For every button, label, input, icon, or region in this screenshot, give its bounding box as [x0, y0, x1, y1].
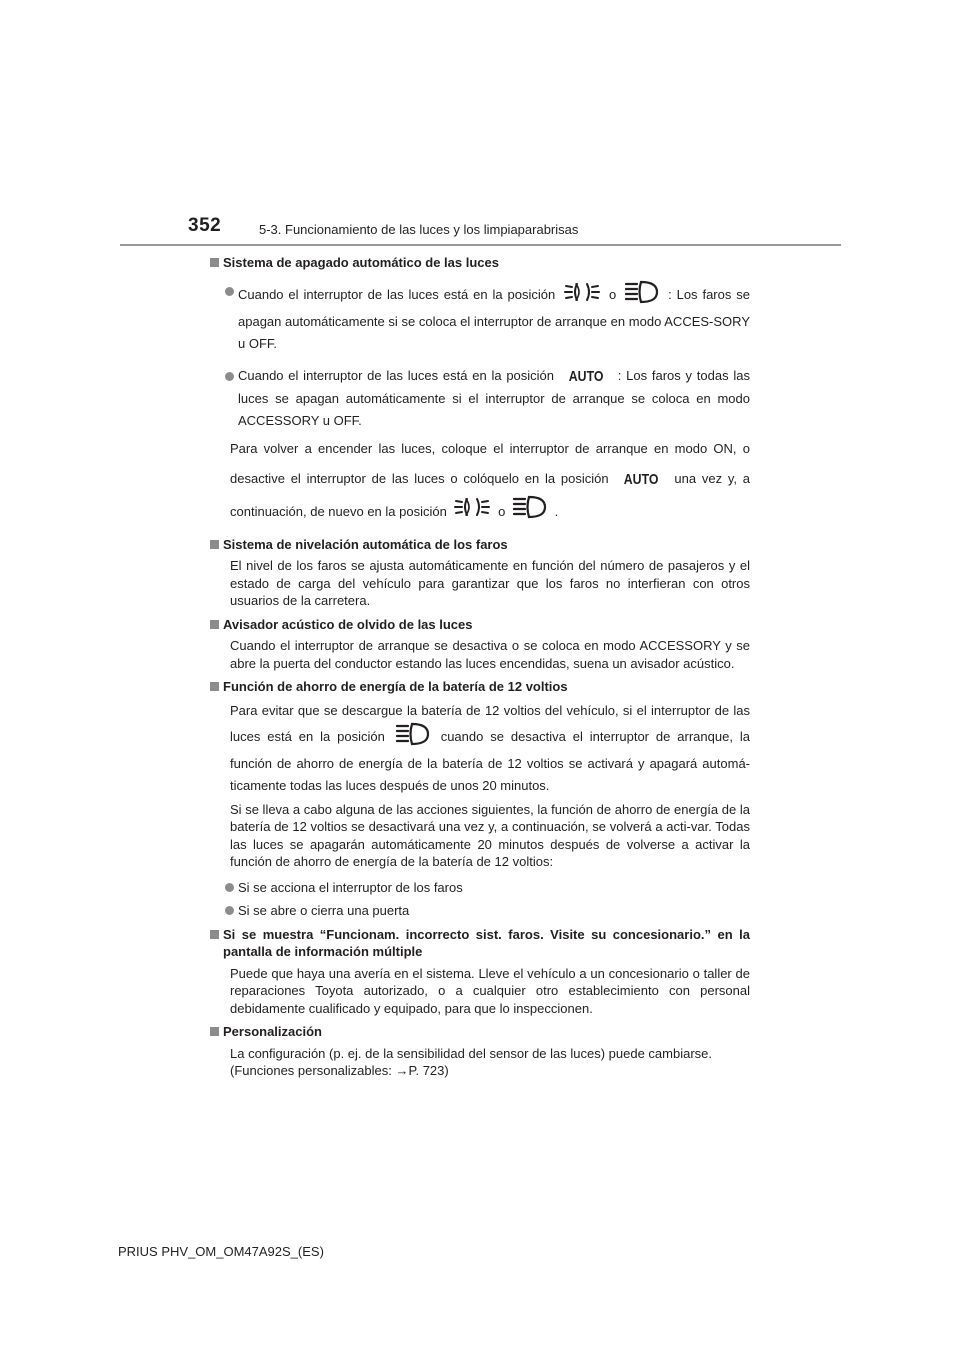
circle-bullet-icon [225, 906, 234, 915]
bullet-item: Si se acciona el interruptor de los faros [210, 879, 750, 897]
cross-reference: (Funciones personalizables: →P. 723) [230, 1063, 449, 1078]
section-title: Si se muestra “Funcionam. incorrecto sist. faros. Visite su concesionario.” en la pantalla de información múltiple [210, 926, 750, 961]
section-title: Personalización [210, 1023, 750, 1041]
page-number: 352 [188, 215, 222, 236]
section-customization [210, 1023, 750, 1080]
headlights-icon [396, 722, 430, 753]
square-bullet-icon [210, 1027, 219, 1036]
section-auto-off [210, 254, 750, 530]
paragraph: Para volver a encender las luces, coloque el interruptor de arranque en modo ON, o desactive el interruptor de las luces o colóquelo en la posición AUTO una vez y, a continuación, de nuevo en la posición o . [210, 434, 750, 530]
auto-position-label: AUTO [568, 367, 604, 385]
paragraph: Para evitar que se descargue la batería de 12 voltios del vehículo, si el interruptor de las luces está en la posición cuando se desactiva el interruptor de arranque, la función de ahorro de energía de la batería de 12 voltios se activará y apagará automá-ticamente todas las luces después de unos 20 minutos. [230, 702, 750, 793]
circle-bullet-icon [225, 372, 234, 381]
paragraph: El nivel de los faros se ajusta automáticamente en función del número de pasajeros y el estado de carga del vehículo para garantizar que los faros no interfieran con otros usuarios de la carretera. [230, 558, 750, 608]
auto-position-label: AUTO [624, 470, 659, 488]
circle-bullet-icon [225, 287, 234, 296]
section-auto-leveling [210, 536, 750, 610]
headlights-icon [625, 280, 659, 311]
paragraph: Cuando el interruptor de arranque se desactiva o se coloca en modo ACCESSORY y se abre la puerta del conductor estando las luces encendidas, suena un avisador acústico. [230, 638, 750, 671]
square-bullet-icon [210, 258, 219, 267]
section-battery-saver [210, 678, 750, 920]
bullet-item: Si se abre o cierra una puerta [210, 902, 750, 920]
chapter-title: 5-3. Funcionamiento de las luces y los limpiaparabrisas [259, 222, 579, 237]
square-bullet-icon [210, 930, 219, 939]
paragraph: La configuración (p. ej. de la sensibilidad del sensor de las luces) puede cambiarse. (Funciones personalizables: →P. 723) [210, 1045, 750, 1080]
section-title: Avisador acústico de olvido de las luces [210, 616, 750, 634]
page-content [210, 254, 750, 1086]
section-title: Función de ahorro de energía de la batería de 12 voltios [210, 678, 750, 696]
square-bullet-icon [210, 540, 219, 549]
section-lights-reminder [210, 616, 750, 673]
headlights-icon [513, 495, 547, 530]
bullet-item: Cuando el interruptor de las luces está en la posición AUTO : Los faros y todas las luces se apagan automáticamente si el interruptor de arranque se coloca en modo ACCESSORY u OFF. [210, 365, 750, 432]
paragraph: Puede que haya una avería en el sistema. Lleve el vehículo a un concesionario o taller de reparaciones Toyota autorizado, o a cualquier otro establecimiento con personal debidamente cualificado y equipado, para que lo inspeccionen. [230, 965, 750, 1016]
parking-lights-icon [454, 496, 490, 529]
header-divider [120, 244, 841, 246]
bullet-item: Cuando el interruptor de las luces está en la posición o : Los faros se apagan automáticamente si se coloca el interruptor de arranque en modo ACCES-SORY u OFF. [210, 280, 750, 355]
document-id: PRIUS PHV_OM_OM47A92S_(ES) [118, 1244, 324, 1259]
section-title: Sistema de apagado automático de las luces [210, 254, 750, 272]
parking-lights-icon [564, 281, 600, 310]
square-bullet-icon [210, 682, 219, 691]
circle-bullet-icon [225, 883, 234, 892]
square-bullet-icon [210, 620, 219, 629]
section-title: Sistema de nivelación automática de los faros [210, 536, 750, 554]
section-malfunction-message [210, 926, 750, 1018]
paragraph: Si se lleva a cabo alguna de las acciones siguientes, la función de ahorro de energía de la batería de 12 voltios se desactivará una vez y, a continuación, se volverá a acti-var. Todas las luces se apagarán automáticamente 20 minutos después de volverse a activar la función de ahorro de energía de la batería de 12 voltios: [230, 801, 750, 869]
